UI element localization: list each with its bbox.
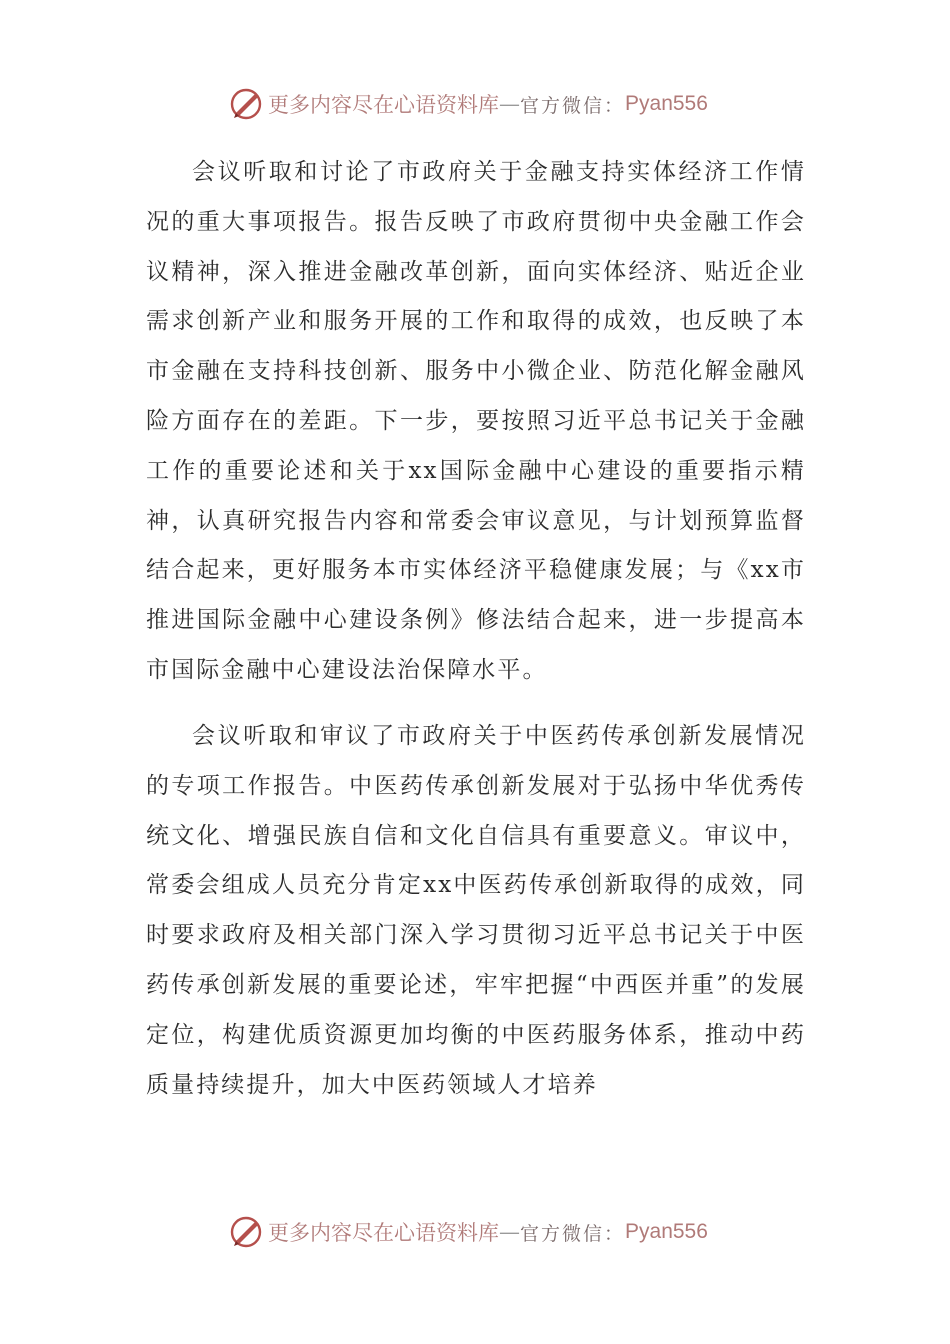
watermark-label: 官方微信： [520, 94, 626, 117]
watermark-dash: — [499, 92, 520, 116]
watermark-dash: — [499, 1220, 520, 1244]
body-paragraph-tcm: 会议听取和审议了市政府关于中医药传承创新发展情况的专项工作报告。中医药传承创新发展对于弘扬中华优秀传统文化、增强民族自信和文化自信具有重要意义。审议中，常委会组成人员充分肯定xx中医药传承创新取得的成效，同时要求政府及相关部门深入学习贯彻习近平总书记关于中医药传承创新发展的重要论述，牢牢把握“中西医并重”的发展定位，构建优质资源更加均衡的中医药服务体系，推动中药质量持续提升，加大中医药领域人才培养 [146, 723, 806, 1098]
watermark-text: 更多内容尽在心语资料库 [268, 93, 499, 117]
pen-logo-icon [228, 1214, 264, 1250]
watermark-wechat-id: Pyan556 [625, 1220, 708, 1243]
watermark-label: 官方微信： [520, 1222, 626, 1245]
body-paragraph-finance: 会议听取和讨论了市政府关于金融支持实体经济工作情况的重大事项报告。报告反映了市政府贯彻中央金融工作会议精神，深入推进金融改革创新，面向实体经济、贴近企业需求创新产业和服务开展的工作和取得的成效，也反映了本市金融在支持科技创新、服务中小微企业、防范化解金融风险方面存在的差距。下一步，要按照习近平总书记关于金融工作的重要论述和关于xx国际金融中心建设的重要指示精神，认真研究报告内容和常委会审议意见，与计划预算监督结合起来，更好服务本市实体经济平稳健康发展；与《xx市推进国际金融中心建设条例》修法结合起来，进一步提高本市国际金融中心建设法治保障水平。 [146, 159, 806, 683]
footer-watermark [228, 1212, 708, 1252]
watermark-wechat-id: Pyan556 [625, 92, 708, 115]
watermark-text: 更多内容尽在心语资料库 [268, 1221, 499, 1245]
pen-logo-icon [228, 86, 264, 122]
header-watermark [228, 84, 708, 124]
